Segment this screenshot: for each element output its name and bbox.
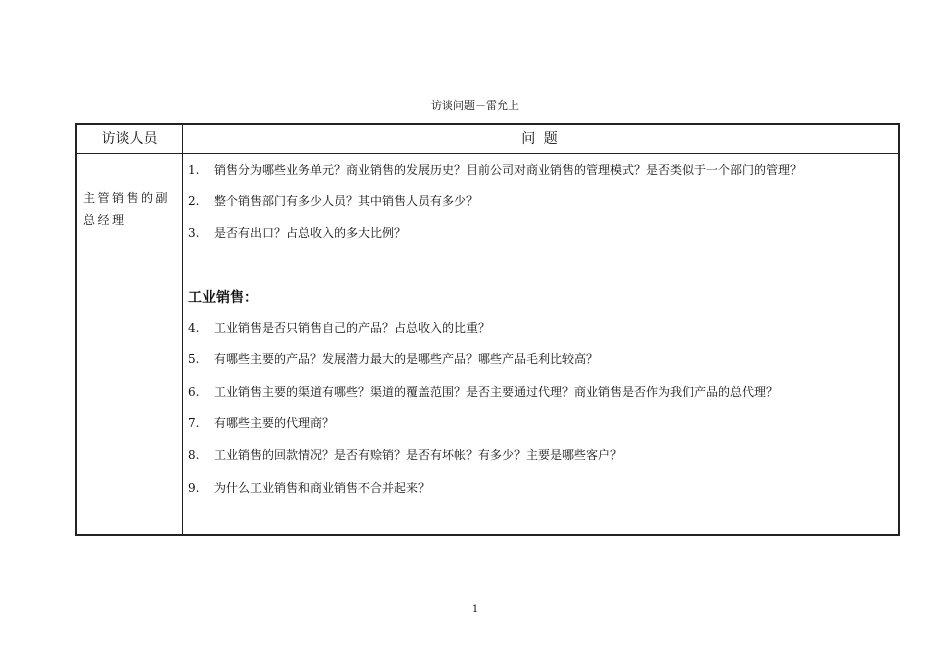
header-interviewee: 访谈人员 xyxy=(101,131,158,147)
header-questions: 问 题 xyxy=(521,131,560,147)
question-item xyxy=(188,192,478,209)
question-text: 是否有出口？占总收入的多大比例？ xyxy=(214,226,407,240)
question-item xyxy=(188,319,490,336)
question-text: 整个销售部门有多少人员？其中销售人员有多少？ xyxy=(214,194,479,208)
question-item xyxy=(188,350,598,367)
question-number: 6. xyxy=(188,385,200,399)
section-heading: 工业销售： xyxy=(188,290,258,306)
question-item xyxy=(188,383,778,400)
question-item xyxy=(188,161,802,178)
page-number: 1 xyxy=(471,604,479,615)
column-divider xyxy=(182,125,183,534)
document-title: 访谈问题－雷允上 xyxy=(431,99,519,112)
question-number: 4. xyxy=(188,321,200,335)
question-text: 有哪些主要的产品？发展潜力最大的是哪些产品？哪些产品毛利比较高？ xyxy=(214,352,599,366)
question-text: 销售分为哪些业务单元？商业销售的发展历史？目前公司对商业销售的管理模式？是否类似于一个部门的管理？ xyxy=(214,163,803,177)
question-item xyxy=(188,224,406,241)
interview-table xyxy=(75,123,900,536)
question-number: 2. xyxy=(188,194,200,208)
question-item xyxy=(188,479,430,496)
question-text: 有哪些主要的代理商？ xyxy=(214,416,335,430)
question-text: 为什么工业销售和商业销售不合并起来？ xyxy=(214,481,431,495)
question-number: 9. xyxy=(188,481,200,495)
interviewee-role: 主管销售的副总经理 xyxy=(83,191,171,227)
table-header-row xyxy=(77,125,898,154)
question-number: 3. xyxy=(188,226,200,240)
question-text: 工业销售的回款情况？是否有赊销？是否有坏帐？有多少？主要是哪些客户？ xyxy=(214,448,623,462)
question-number: 8. xyxy=(188,448,200,462)
question-item xyxy=(188,446,622,463)
question-item xyxy=(188,414,334,431)
question-text: 工业销售是否只销售自己的产品？占总收入的比重？ xyxy=(214,321,491,335)
question-number: 5. xyxy=(188,352,200,366)
question-text: 工业销售主要的渠道有哪些？渠道的覆盖范围？是否主要通过代理？商业销售是否作为我们产品的总代理？ xyxy=(214,385,779,399)
question-number: 7. xyxy=(188,416,200,430)
question-number: 1. xyxy=(188,163,200,177)
